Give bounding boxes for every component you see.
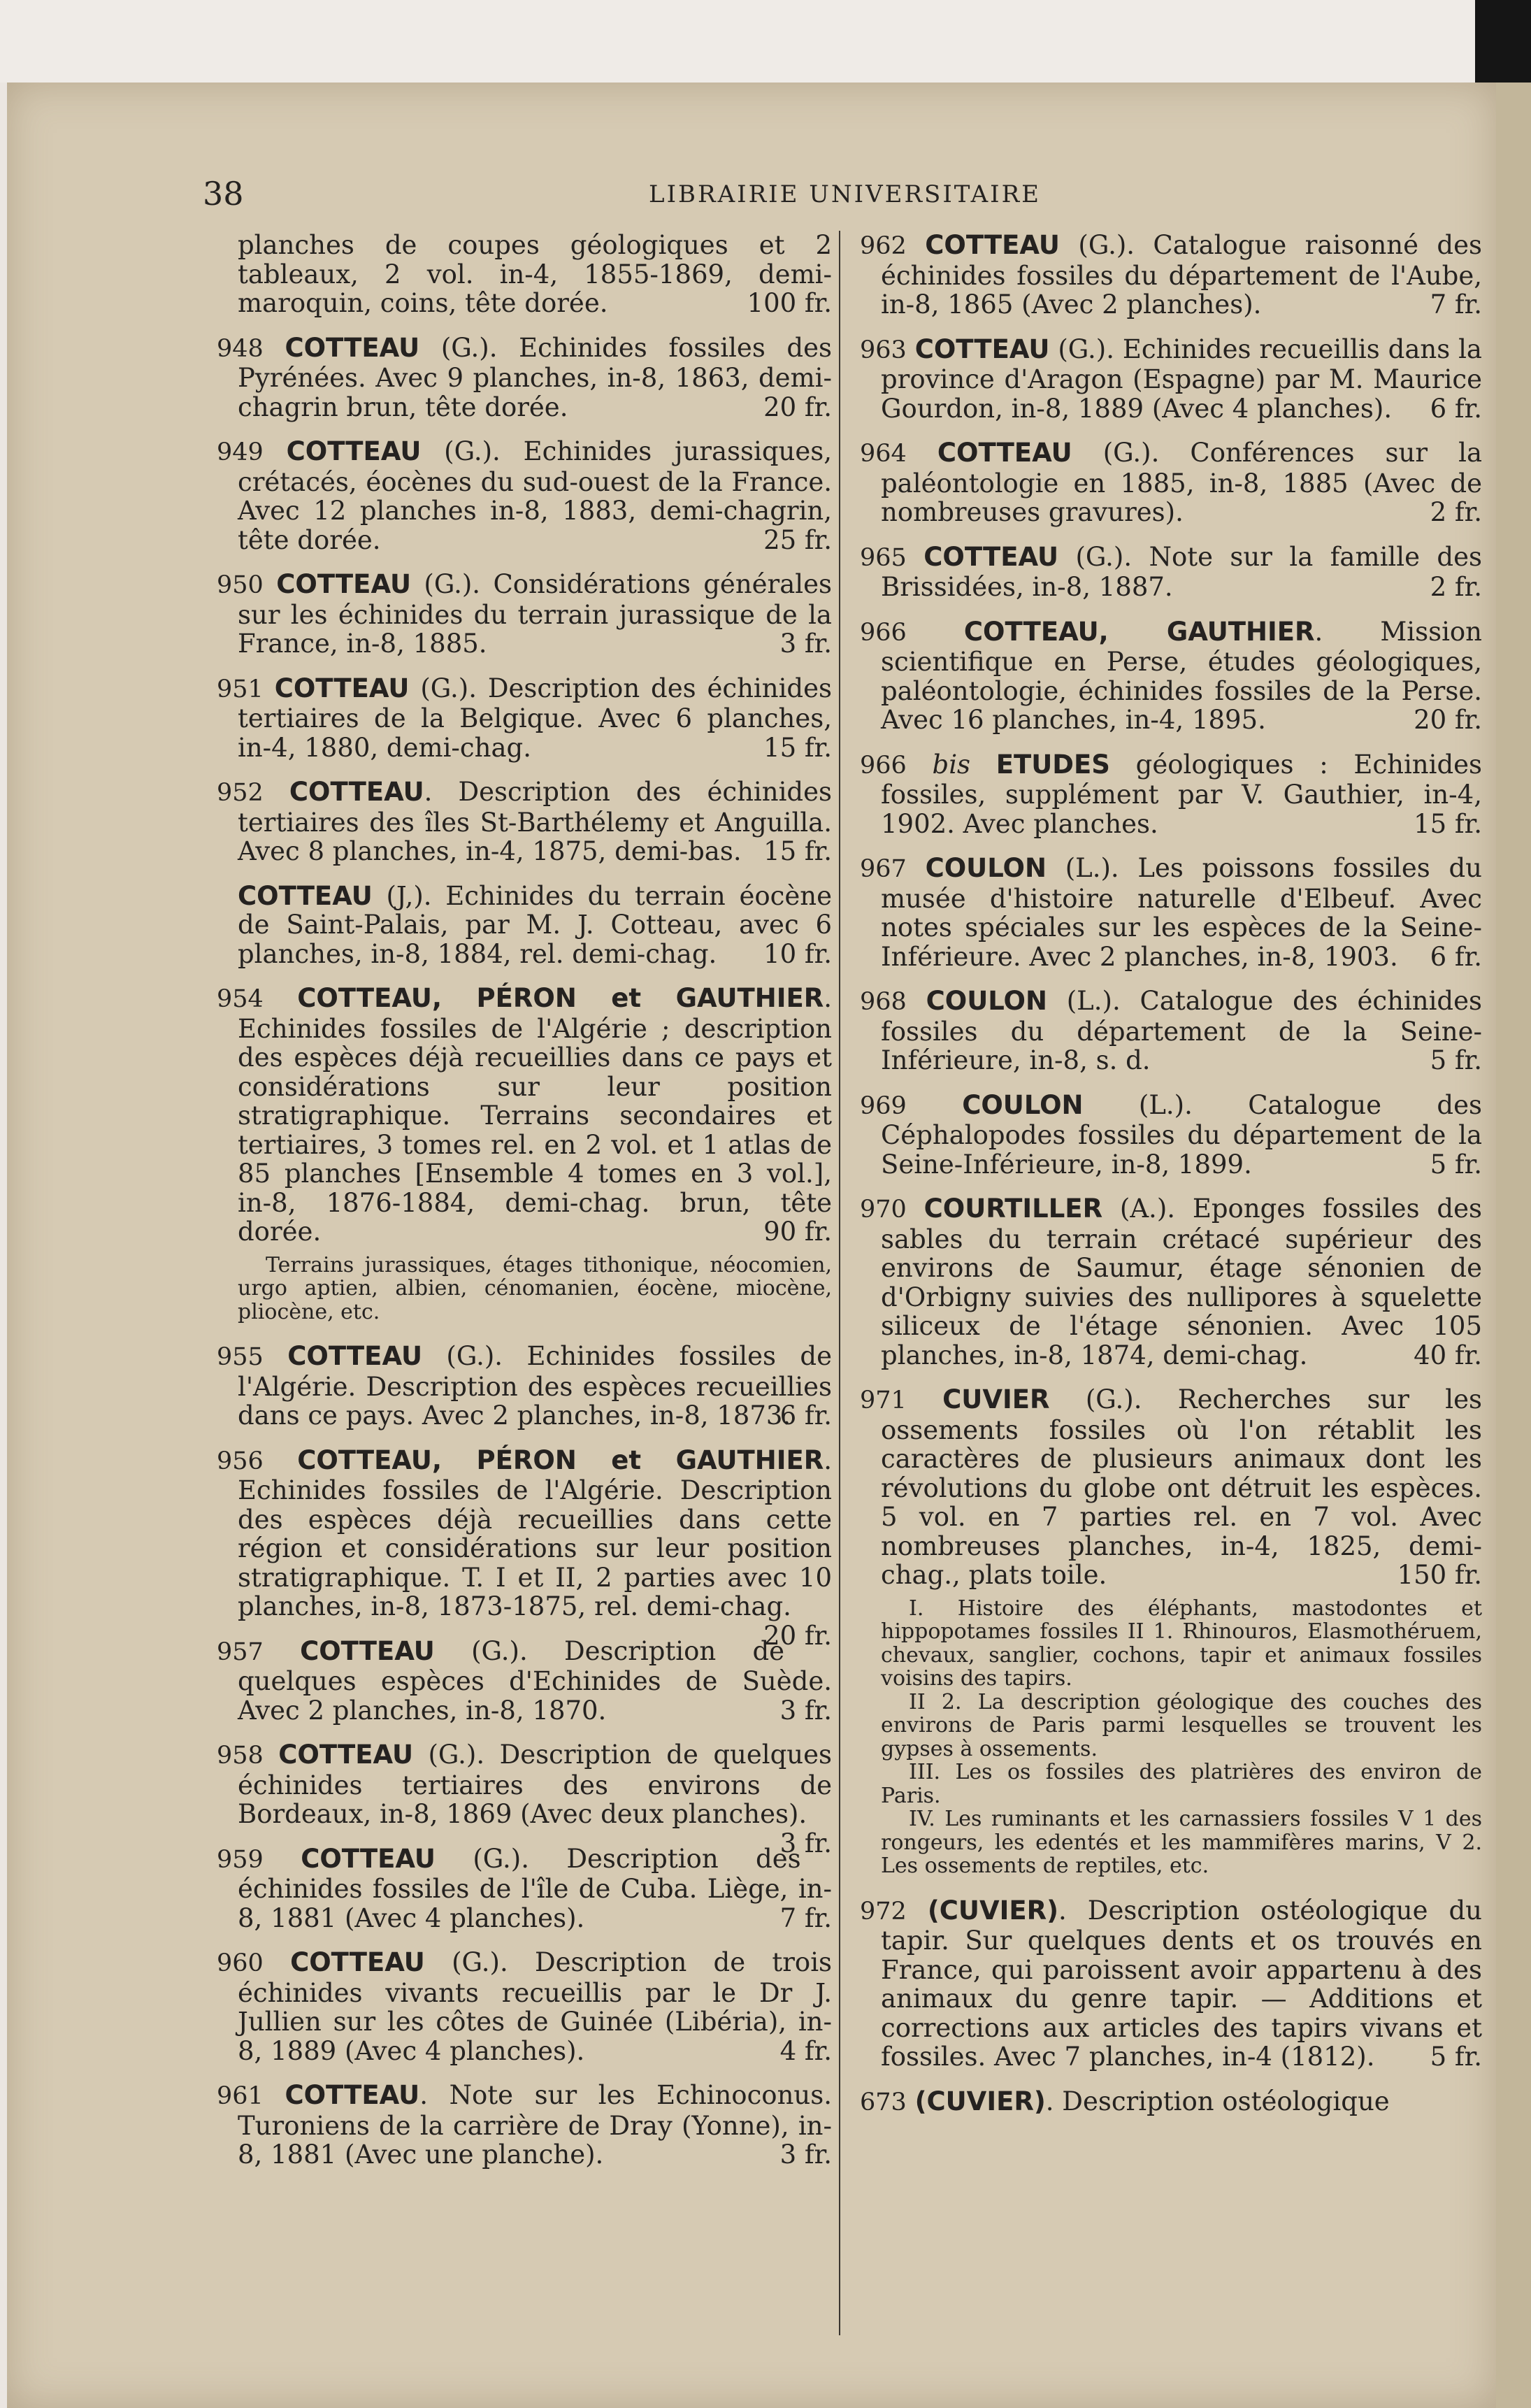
entry-price: 5 fr. — [1430, 2042, 1482, 2072]
entry-number: 959 — [217, 1845, 264, 1874]
entry-author: COTTEAU, PÉRON et GAUTHIER — [297, 983, 824, 1013]
entry-number: 970 — [860, 1196, 907, 1224]
entry-price: 7 fr. — [1430, 289, 1482, 320]
entry-number: 954 — [217, 985, 264, 1013]
entry-description: (G.). Echinides recueillis dans la province d'Aragon (Espagne) par M. Maurice Gourdon, in-8, 1889 (Avec 4 planches). — [881, 334, 1482, 424]
page-edge-strip — [1496, 83, 1531, 2408]
catalogue-entry — [860, 1091, 1482, 1180]
entry-description: (G.). Considérations générales sur les échinides du terrain jurassique de la France, in-8, 1885. — [238, 569, 833, 659]
entry-author: COULON — [926, 986, 1047, 1016]
entry-description: (G.). Description des échinides tertiaires de la Belgique. Avec 6 planches, in-4, 1880, demi-chag. — [238, 673, 832, 763]
entry-description: (G.). Note sur la famille des Brissidées, in-8, 1887. — [881, 541, 1482, 602]
entry-description: (G.). Echinides fossiles des Pyrénées. Avec 9 planches, in-8, 1863, demi-chagrin brun, tête dorée. — [238, 332, 833, 422]
note-paragraph: IV. Les ruminants et les carnassiers fossiles V 1 des rongeurs, les edentés et les mammifères marins, V 2. Les ossements de reptiles, etc. — [881, 1807, 1482, 1878]
entry-author: COURTILLER — [923, 1194, 1103, 1224]
entry-price: 6 fr. — [1430, 393, 1482, 424]
entry-author: COTTEAU — [276, 569, 411, 599]
entry-author: ETUDES — [995, 749, 1110, 780]
entry-description: (J,). Echinides du terrain éocène de Saint-Palais, par M. J. Cotteau, avec 6 planches, in-8, 1884, rel. demi-chag. — [238, 880, 832, 969]
entry-author: COTTEAU — [290, 1947, 425, 1977]
entry-description: (G.). Catalogue raisonné des échinides fossiles du département de l'Aube, in-8, 1865 (Avec 2 planches). — [881, 230, 1483, 320]
entry-number: 957 — [217, 1637, 264, 1666]
entry-description: . Description ostéologique — [1045, 2086, 1390, 2116]
entry-price: 2 fr. — [1430, 572, 1482, 602]
catalogue-entry — [860, 335, 1482, 424]
entry-description: (G.). Description des échinides fossiles de l'île de Cuba. Liège, in-8, 1881 (Avec 4 planches). — [238, 1843, 832, 1933]
entry-number: 673 — [860, 2088, 907, 2116]
entry-description: . Mission scientifique en Perse, études géologiques, paléontologie, échinides fossiles de la Perse. Avec 16 planches, in-4, 1895. — [881, 616, 1483, 735]
entry-author: COTTEAU — [274, 673, 410, 703]
entry-number: 969 — [860, 1091, 907, 1120]
entry-number: 972 — [860, 1897, 907, 1926]
entry-price: 15 fr. — [763, 836, 832, 866]
page-header — [196, 175, 1482, 217]
entry-number: 961 — [217, 2082, 264, 2110]
catalogue-entry — [860, 231, 1482, 320]
entry-number: 962 — [860, 232, 907, 260]
catalogue-entry — [860, 438, 1482, 527]
entry-description: (G.). Recherches sur les ossements fossiles où l'on rétablit les caractères de plusieurs animaux dont les révolutions du globe ont détruit les espèces. 5 vol. en 7 parties rel. en 7 vol. Avec nombreuses planches, in-4, 1825, demi-chag., plats toile. — [881, 1384, 1482, 1590]
entry-author: COTTEAU — [285, 2080, 420, 2110]
catalogue-entry — [217, 231, 832, 318]
entry-number: 964 — [860, 440, 907, 468]
entry-author: COTTEAU — [289, 777, 424, 807]
entry-price: 15 fr. — [763, 732, 832, 763]
entry-number: 950 — [217, 571, 264, 599]
entry-author: COTTEAU — [278, 1740, 414, 1770]
entry-description: (L.). Catalogue des Céphalopodes fossiles du département de la Seine-Inférieure, in-8, 1899. — [881, 1089, 1482, 1180]
catalogue-entry — [217, 570, 832, 659]
running-title: LIBRAIRIE UNIVERSITAIRE — [649, 180, 1041, 208]
catalogue-entry — [217, 437, 832, 554]
entry-number: 955 — [217, 1343, 264, 1371]
entry-number: 963 — [860, 336, 907, 364]
catalogue-entry — [217, 882, 832, 969]
left-column — [217, 231, 832, 2185]
column-divider — [839, 231, 840, 2335]
entry-author: COTTEAU — [925, 230, 1060, 260]
entry-description: géologiques : Echinides fossiles, supplément par V. Gauthier, in-4, 1902. Avec planches. — [881, 749, 1483, 839]
entry-description: (G.). Description de quelques espèces d'Echinides de Suède. Avec 2 planches, in-8, 1870. — [238, 1635, 832, 1726]
catalogue-entry — [217, 777, 832, 866]
entry-price: 3 fr. — [779, 2140, 832, 2170]
entry-author: COTTEAU — [286, 436, 422, 466]
entry-price: 15 fr. — [1414, 808, 1482, 839]
entry-number: 956 — [217, 1447, 264, 1475]
entry-description: (A.). Eponges fossiles des sables du terrain crétacé supérieur des environs de Saumur, étage sénonien de d'Orbigny suivies des nullipores à squelette siliceux de l'étage sénonien. Avec 105 planches, in-8, 1874, demi-chag. — [881, 1194, 1482, 1370]
entry-description: . Description ostéologique du tapir. Sur quelques dents et os trouvés en France, qui paroissent avoir appartenu à des animaux du genre tapir. — Additions et corrections aux articles des tapirs vivans et fossiles. Avec 7 planches, in-4 (1812). — [881, 1895, 1482, 2072]
entry-author: COULON — [925, 853, 1047, 883]
entry-author: (CUVIER) — [927, 1895, 1059, 1926]
entry-number: 951 — [217, 675, 264, 703]
entry-price: 3 fr. — [779, 1695, 832, 1726]
scan-background-top — [0, 0, 1531, 83]
note-paragraph: I. Histoire des éléphants, mastodontes et hippopotames fossiles II 1. Rhinouros, Elasmothéruem, chevaux, sanglier, cochons, tapir et animaux fossiles voisins des tapirs. — [881, 1596, 1482, 1691]
entry-note — [238, 1254, 832, 1324]
entry-number: 952 — [217, 779, 264, 807]
entry-number: 971 — [860, 1386, 907, 1414]
entry-number: 965 — [860, 543, 907, 572]
entry-number: 966 — [860, 751, 907, 780]
entry-price: 25 fr. — [763, 524, 832, 555]
entry-description: . Description des échinides tertiaires des îles St-Barthélemy et Anguilla. Avec 8 planches, in-4, 1875, demi-bas. — [238, 777, 832, 866]
catalogue-entry — [860, 2087, 1482, 2118]
entry-description: (G.). Echinides jurassiques, crétacés, éocènes du sud-ouest de la France. Avec 12 planches in-8, 1883, demi-chagrin, tête dorée. — [238, 436, 833, 555]
entry-note — [881, 1597, 1482, 1878]
entry-price: 90 fr. — [763, 1217, 832, 1247]
entry-price: 2 fr. — [1430, 497, 1482, 527]
catalogue-entry — [217, 2081, 832, 2170]
entry-description: (L.). Les poissons fossiles du musée d'histoire naturelle d'Elbeuf. Avec notes spéciales sur les espèces de la Seine-Inférieure. Avec 2 planches, in-8, 1903. — [881, 853, 1483, 972]
note-paragraph: III. Les os fossiles des platrières des environ de Paris. — [881, 1760, 1482, 1808]
entry-price: 10 fr. — [763, 938, 832, 969]
entry-price: 100 fr. — [747, 288, 832, 318]
catalogue-entry — [217, 1740, 832, 1858]
entry-price: 20 fr. — [763, 1620, 832, 1651]
entry-number: 948 — [217, 334, 264, 363]
entry-number: 967 — [860, 855, 907, 883]
entry-author: (CUVIER) — [914, 2086, 1046, 2116]
entry-number: 958 — [217, 1742, 264, 1770]
catalogue-entry — [860, 987, 1482, 1075]
entry-price: 6 fr. — [779, 1400, 832, 1431]
entry-description: (L.). Catalogue des échinides fossiles du département de la Seine-Inférieure, in-8, s. d. — [881, 986, 1482, 1075]
catalogue-entry — [860, 617, 1482, 735]
catalogue-entry — [217, 1637, 832, 1726]
catalogue-entry — [217, 1445, 833, 1651]
entry-description: . Note sur les Echinoconus. Turoniens de la carrière de Dray (Yonne), in-8, 1881 (Avec une planche). — [238, 2080, 832, 2170]
entry-description: . Echinides fossiles de l'Algérie. Description des espèces déjà recueillies dans cette région et considérations sur leur position stratigraphique. T. I et II, 2 parties avec 10 planches, in-8, 1873-1875, rel. demi-chag. — [238, 1445, 833, 1621]
entry-price: 40 fr. — [1414, 1340, 1482, 1370]
entry-description: (G.). Description de trois échinides vivants recueillis par le Dr J. Jullien sur les côtes de Guinée (Libéria), in-8, 1889 (Avec 4 planches). — [238, 1947, 833, 2066]
entry-price: 20 fr. — [763, 392, 832, 422]
entry-number-suffix: bis — [932, 749, 971, 780]
entry-price: 4 fr. — [779, 2035, 832, 2066]
entry-price: 6 fr. — [1430, 941, 1482, 972]
entry-number: 968 — [860, 988, 907, 1016]
catalogue-entry — [860, 1896, 1482, 2072]
entry-description: planches de coupes géologiques et 2 tableaux, 2 vol. in-4, 1855-1869, demi-maroquin, coins, tête dorée. — [238, 230, 832, 318]
catalogue-entry — [860, 543, 1482, 602]
entry-price: 3 fr. — [779, 1828, 832, 1858]
entry-number: 966 — [860, 618, 907, 647]
note-paragraph: II 2. La description géologique des couches des environs de Paris parmi lesquelles se trouvent les gypses à ossements. — [881, 1689, 1482, 1761]
entry-author: COTTEAU — [914, 334, 1050, 364]
catalogue-entry — [860, 1194, 1482, 1370]
catalogue-entry — [217, 984, 832, 1247]
entry-number: 960 — [217, 1949, 264, 1977]
entry-author: COTTEAU — [300, 1635, 435, 1666]
entry-description: . Echinides fossiles de l'Algérie ; description des espèces déjà recueillies dans ce pays et considérations sur leur position stratigraphique. Terrains secondaires et tertiaires, 3 tomes rel. en 2 vol. et 1 atlas de 85 planches [Ensemble 4 tomes en 3 vol.], in-8, 1876-1884, demi-chag. brun, tête dorée. — [238, 983, 833, 1247]
entry-number: 949 — [217, 438, 264, 466]
entry-description: (G.). Description de quelques échinides tertiaires des environs de Bordeaux, in-8, 1869 (Avec deux planches). — [238, 1740, 832, 1829]
catalogue-entry — [217, 674, 832, 763]
catalogue-entry — [217, 1342, 832, 1431]
entry-author: COTTEAU — [285, 332, 420, 363]
entry-author: COTTEAU — [937, 438, 1072, 468]
entry-author: COTTEAU — [238, 880, 373, 911]
entry-price: 3 fr. — [779, 629, 832, 659]
catalogue-entry — [217, 1948, 832, 2065]
entry-author: COTTEAU — [287, 1341, 422, 1371]
entry-author: COTTEAU, GAUTHIER — [963, 616, 1315, 647]
entry-author: COTTEAU — [923, 541, 1059, 572]
scan-dark-edge — [1475, 0, 1531, 83]
entry-author: CUVIER — [942, 1384, 1050, 1414]
catalogue-entry — [217, 1844, 832, 1933]
note-paragraph: Terrains jurassiques, étages tithonique, néocomien, urgo aptien, albien, cénomanien, éocène, miocène, pliocène, etc. — [238, 1252, 832, 1324]
entry-author: COTTEAU — [301, 1843, 436, 1874]
entry-price: 7 fr. — [779, 1902, 832, 1933]
entry-price: 20 fr. — [1414, 705, 1482, 735]
right-column — [860, 231, 1482, 2133]
entry-price: 5 fr. — [1430, 1149, 1482, 1180]
entry-description: (G.). Conférences sur la paléontologie en 1885, in-8, 1885 (Avec de nombreuses gravures). — [881, 438, 1482, 527]
entry-author: COTTEAU, PÉRON et GAUTHIER — [297, 1445, 824, 1475]
page-number: 38 — [203, 175, 244, 213]
catalogue-entry — [217, 334, 832, 422]
catalogue-entry — [860, 750, 1482, 839]
entry-price: 5 fr. — [1430, 1045, 1482, 1075]
entry-author: COULON — [962, 1089, 1084, 1120]
entry-price: 150 fr. — [1397, 1560, 1482, 1590]
catalogue-entry — [860, 1385, 1482, 1590]
catalogue-entry — [860, 854, 1482, 971]
entry-description: (G.). Echinides fossiles de l'Algérie. Description des espèces recueillies dans ce pays. Avec 2 planches, in-8, 1873. — [238, 1341, 833, 1431]
